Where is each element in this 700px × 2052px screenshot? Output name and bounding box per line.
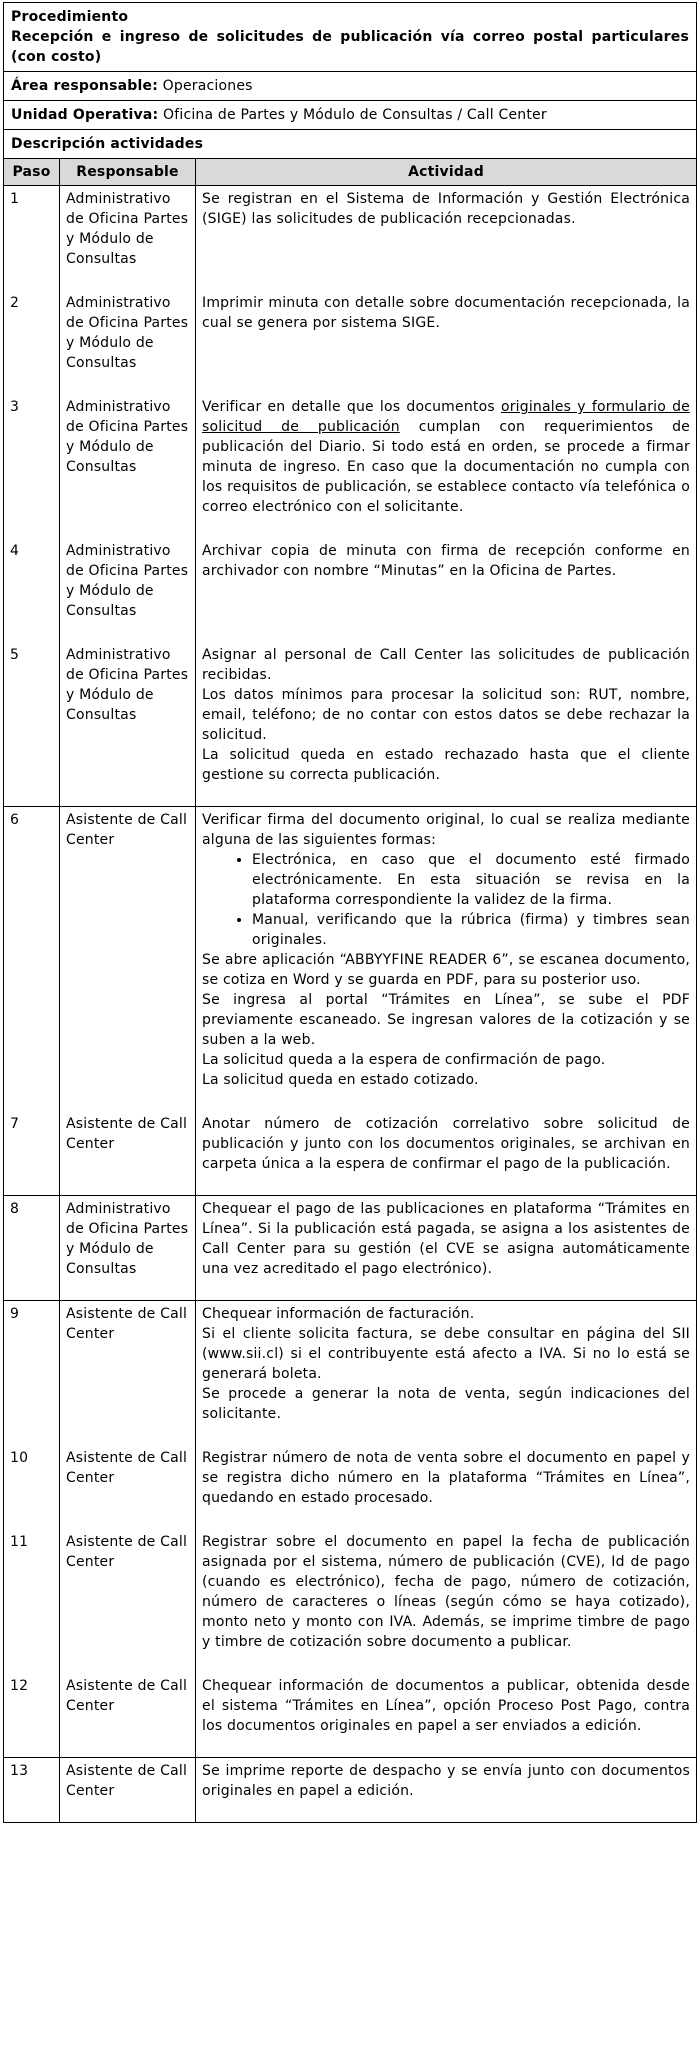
activity-paragraph: Registrar número de nota de venta sobre el documento en papel y se registra dicho número en la plataforma “Trámites en Línea”, quedando en estado procesado. — [202, 1450, 690, 1506]
unidad-operativa-row — [3, 100, 697, 130]
actividad-cell — [196, 1758, 697, 1823]
step-number: 8 — [4, 1196, 60, 1301]
table-row — [4, 538, 697, 642]
activity-paragraph: Se registran en el Sistema de Información y Gestión Electrónica (SIGE) las solicitudes de publicación recepcionadas. — [202, 191, 690, 227]
activity-paragraph: Los datos mínimos para procesar la solicitud son: RUT, nombre, email, teléfono; de no contar con estos datos se debe rechazar la solicitud. — [202, 687, 690, 743]
table-row — [4, 807, 697, 1112]
activity-paragraph: La solicitud queda a la espera de confirmación de pago. — [202, 1052, 606, 1068]
actividad-cell — [196, 538, 697, 642]
responsable-cell: Asistente de Call Center — [60, 1445, 196, 1529]
activity-paragraph: Verificar firma del documento original, lo cual se realiza mediante alguna de las siguientes formas: — [202, 812, 690, 848]
column-header-actividad: Actividad — [196, 159, 697, 186]
activity-paragraph: Verificar en detalle que los documentos originales y formulario de solicitud de publicación cumplan con requerimientos de publicación del Diario. Si todo está en orden, se procede a firmar minuta de ingreso. En caso que la documentación no cumpla con los requisitos de publicación, se establece contacto vía telefónica o correo electrónico con el solicitante. — [202, 399, 690, 515]
actividad-cell — [196, 1445, 697, 1529]
responsable-cell: Administrativo de Oficina Partes y Módulo de Consultas — [60, 394, 196, 538]
table-row — [4, 1301, 697, 1446]
step-number: 10 — [4, 1445, 60, 1529]
activity-paragraph: Se procede a generar la nota de venta, según indicaciones del solicitante. — [202, 1386, 690, 1422]
table-row — [4, 1673, 697, 1758]
table-header-row — [4, 159, 697, 186]
descripcion-actividades-header: Descripción actividades — [3, 129, 697, 159]
actividad-cell — [196, 1301, 697, 1446]
responsable-cell: Administrativo de Oficina Partes y Módulo de Consultas — [60, 1196, 196, 1301]
table-row — [4, 642, 697, 807]
responsable-cell: Administrativo de Oficina Partes y Módulo de Consultas — [60, 290, 196, 394]
actividad-cell — [196, 1111, 697, 1196]
responsable-cell: Asistente de Call Center — [60, 1758, 196, 1823]
document-title-block — [3, 2, 697, 72]
table-row — [4, 1111, 697, 1196]
step-number: 3 — [4, 394, 60, 538]
step-number: 1 — [4, 186, 60, 291]
step-number: 6 — [4, 807, 60, 1112]
table-row — [4, 290, 697, 394]
responsable-cell: Asistente de Call Center — [60, 807, 196, 1112]
activity-paragraph: Chequear información de facturación. — [202, 1306, 475, 1322]
responsable-cell: Administrativo de Oficina Partes y Módulo de Consultas — [60, 186, 196, 291]
responsable-cell: Administrativo de Oficina Partes y Módulo de Consultas — [60, 642, 196, 807]
activity-paragraph: Si el cliente solicita factura, se debe consultar en página del SII (www.sii.cl) si el contribuyente está afecto a IVA. Si no lo está se generará boleta. — [202, 1326, 690, 1382]
step-number: 11 — [4, 1529, 60, 1673]
table-row — [4, 394, 697, 538]
area-responsable-row — [3, 71, 697, 101]
procedure-table — [3, 158, 697, 1823]
actividad-cell — [196, 1673, 697, 1758]
column-header-paso: Paso — [4, 159, 60, 186]
document-subtitle: Recepción e ingreso de solicitudes de publicación vía correo postal particulares (con costo) — [11, 29, 689, 65]
responsable-cell: Asistente de Call Center — [60, 1301, 196, 1446]
actividad-cell — [196, 642, 697, 807]
activity-paragraph: La solicitud queda en estado rechazado hasta que el cliente gestione su correcta publicación. — [202, 747, 690, 783]
step-number: 12 — [4, 1673, 60, 1758]
activity-bullet-item: • Electrónica, en caso que el documento esté firmado electrónicamente. En esta situación se revisa en la plataforma correspondiente la validez de la firma. — [252, 850, 690, 910]
actividad-cell — [196, 290, 697, 394]
table-row — [4, 186, 697, 291]
table-row — [4, 1445, 697, 1529]
activity-paragraph: Chequear información de documentos a publicar, obtenida desde el sistema “Trámites en Línea”, opción Proceso Post Pago, contra los documentos originales en papel a ser enviados a edición. — [202, 1678, 690, 1734]
activity-paragraph: Se abre aplicación “ABBYYFINE READER 6”, se escanea documento, se cotiza en Word y se guarda en PDF, para su posterior uso. — [202, 952, 690, 988]
activity-paragraph: Chequear el pago de las publicaciones en plataforma “Trámites en Línea”. Si la publicación está pagada, se asigna a los asistentes de Call Center para su gestión (el CVE se asigna automáticamente una vez acreditado el pago electrónico). — [202, 1201, 690, 1277]
actividad-cell — [196, 186, 697, 291]
activity-paragraph: La solicitud queda en estado cotizado. — [202, 1072, 479, 1088]
activity-paragraph: Se ingresa al portal “Trámites en Línea”, se sube el PDF previamente escaneado. Se ingresan valores de la cotización y se suben a la web. — [202, 992, 690, 1048]
activity-paragraph: Anotar número de cotización correlativo sobre solicitud de publicación y junto con los documentos originales, se archivan en carpeta única a la espera de confirmar el pago de la publicación. — [202, 1116, 690, 1172]
activity-paragraph: Registrar sobre el documento en papel la fecha de publicación asignada por el sistema, número de publicación (CVE), Id de pago (cuando es electrónico), fecha de pago, número de cotización, número de caracteres o líneas (según cómo se haya cotizado), monto neto y monto con IVA. Además, se imprime timbre de pago y timbre de cotización sobre documento a publicar. — [202, 1534, 690, 1650]
responsable-cell: Asistente de Call Center — [60, 1673, 196, 1758]
unidad-operativa-value: Oficina de Partes y Módulo de Consultas / Call Center — [163, 107, 547, 123]
table-row — [4, 1758, 697, 1823]
responsable-cell: Asistente de Call Center — [60, 1111, 196, 1196]
step-number: 5 — [4, 642, 60, 807]
actividad-cell — [196, 1196, 697, 1301]
document-title: Procedimiento — [11, 9, 129, 25]
activity-paragraph: Se imprime reporte de despacho y se envía junto con documentos originales en papel a edición. — [202, 1763, 690, 1799]
column-header-responsable: Responsable — [60, 159, 196, 186]
responsable-cell: Asistente de Call Center — [60, 1529, 196, 1673]
table-row — [4, 1529, 697, 1673]
step-number: 9 — [4, 1301, 60, 1446]
activity-bullet-item: • Manual, verificando que la rúbrica (firma) y timbres sean originales. — [252, 910, 690, 950]
activity-paragraph: Imprimir minuta con detalle sobre documentación recepcionada, la cual se genera por sistema SIGE. — [202, 295, 690, 331]
step-number: 13 — [4, 1758, 60, 1823]
step-number: 2 — [4, 290, 60, 394]
activity-paragraph: Archivar copia de minuta con firma de recepción conforme en archivador con nombre “Minutas” en la Oficina de Partes. — [202, 543, 690, 579]
area-responsable-value: Operaciones — [162, 78, 253, 94]
actividad-cell — [196, 807, 697, 1112]
unidad-operativa-label: Unidad Operativa: — [11, 107, 159, 123]
activity-bullet-list — [202, 850, 690, 950]
actividad-cell — [196, 1529, 697, 1673]
responsable-cell: Administrativo de Oficina Partes y Módulo de Consultas — [60, 538, 196, 642]
step-number: 7 — [4, 1111, 60, 1196]
table-row — [4, 1196, 697, 1301]
actividad-cell — [196, 394, 697, 538]
activity-paragraph: Asignar al personal de Call Center las solicitudes de publicación recibidas. — [202, 647, 690, 683]
area-responsable-label: Área responsable: — [11, 78, 158, 94]
step-number: 4 — [4, 538, 60, 642]
procedure-table-body — [4, 186, 697, 1823]
